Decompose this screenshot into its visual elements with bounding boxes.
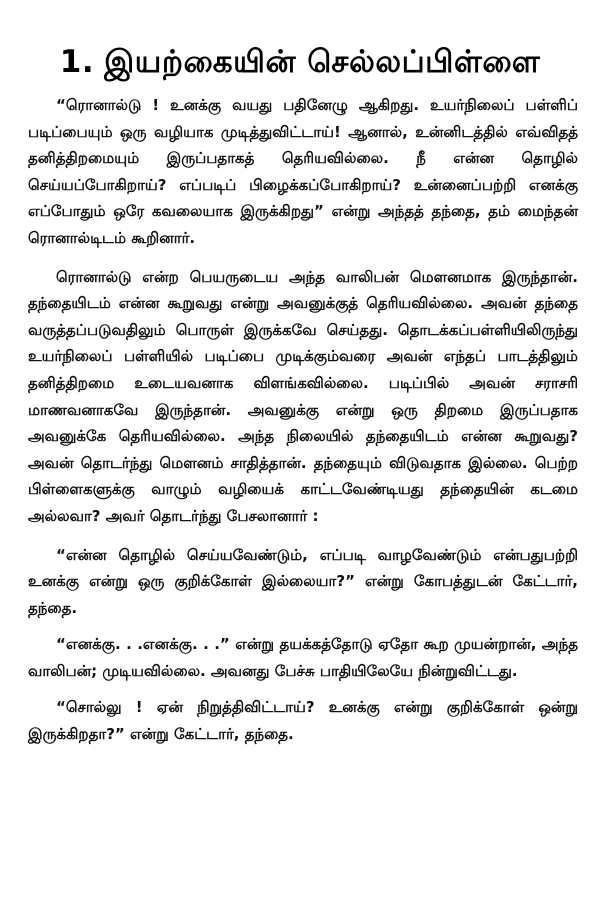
paragraph: ரொனால்டு என்ற பெயருடைய அந்த வாலிபன் மௌனமாக இருந்தான். தந்தையிடம் என்ன கூறுவது என்று அவனுக்குத் தெரியவில்லை. அவன் தந்தை வருத்தப்படுவதிலும் பொருள் இருக்கவே செய்தது. தொடக்கப்பள்ளியிலிருந்து உயர்நிலைப் பள்ளியில் படிப்பை முடிக்கும்வரை அவன் எந்தப் பாடத்திலும் தனித்திறமை உடையவனாக விளங்கவில்லை. படிப்பில் அவன் சராசரி மாணவனாகவே இருந்தான். அவனுக்கு என்று ஒரு திறமை இருப்பதாக அவனுக்கே தெரியவில்லை. அந்த நிலையில் தந்தையிடம் என்ன கூறுவது? அவன் தொடர்ந்து மௌனம் சாதித்தான். தந்தையும் விடுவதாக இல்லை. பெற்ற பிள்ளைகளுக்கு வாழும் வழியைக் காட்டவேண்டியது தந்தையின் கடமை அல்லவா? அவர் தொடர்ந்து பேசலானார் : [28, 267, 578, 525]
chapter-title-text: இயற்கையின் செல்லப்பிள்ளை [104, 43, 541, 80]
chapter-title [30, 39, 570, 85]
paragraph: “என்ன தொழில் செய்யவேண்டும், எப்படி வாழவேண்டும் என்பதுபற்றி உனக்கு என்று ஒரு குறிக்கோள் இல்லையா?” என்று கோபத்துடன் கேட்டார், தந்தை. [28, 545, 578, 617]
paragraph: “எனக்கு. . .எனக்கு. . .” என்று தயக்கத்தோடு ஏதோ கூற முயன்றான், அந்த வாலிபன்; முடியவில்லை. அவனது பேச்சு பாதியிலேயே நின்றுவிட்டது. [28, 635, 578, 680]
chapter-number: 1. [59, 43, 95, 80]
chapter-body [28, 92, 578, 748]
paragraph: “சொல்லு ! ஏன் நிறுத்திவிட்டாய்? உனக்கு என்று குறிக்கோள் ஒன்று இருக்கிறதா?” என்று கேட்டார், தந்தை. [28, 698, 578, 744]
paragraph: “ரொனால்டு ! உனக்கு வயது பதினேழு ஆகிறது. உயர்நிலைப் பள்ளிப் படிப்பையும் ஒரு வழியாக முடித்துவிட்டாய்! ஆனால், உன்னிடத்தில் எவ்விதத் தனித்திறமையும் இருப்பதாகத் தெரியவில்லை. நீ என்ன தொழில் செய்யப்போகிறாய்? எப்படிப் பிழைக்கப்போகிறாய்? உன்னைப்பற்றி எனக்கு எப்போதும் ஒரே கவலையாக இருக்கிறது” என்று அந்தத் தந்தை, தம் மைந்தன் ரொனால்டிடம் கூறினார். [28, 96, 578, 247]
